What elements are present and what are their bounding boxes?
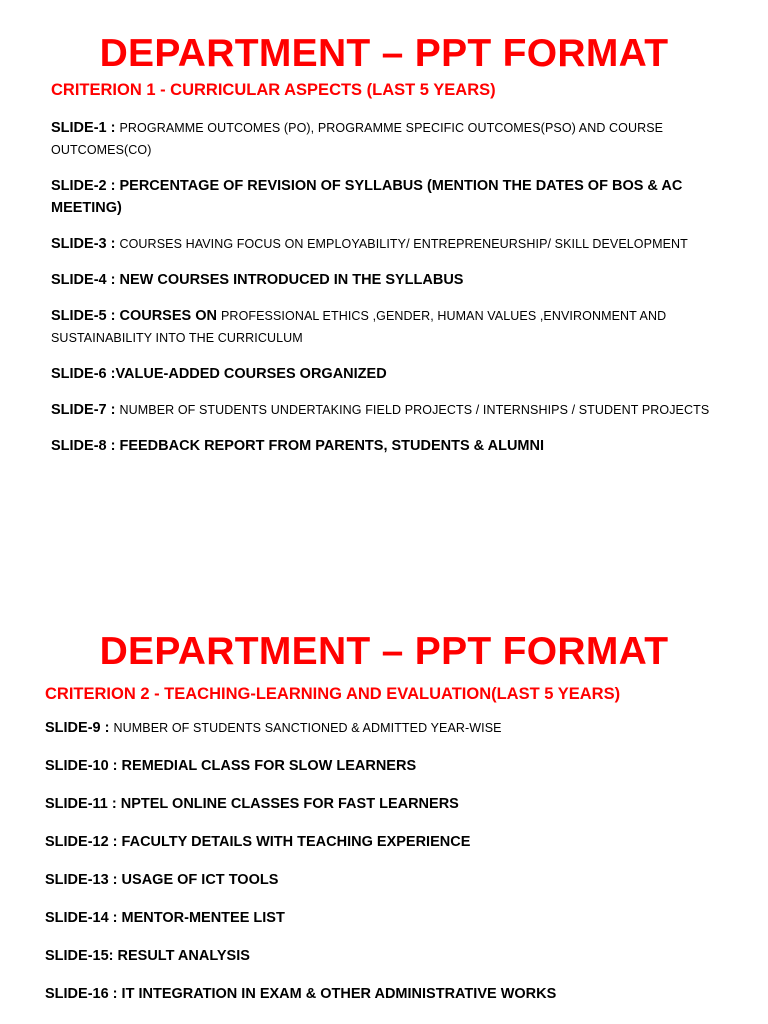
slide-description: NUMBER OF STUDENTS UNDERTAKING FIELD PROJECTS / INTERNSHIPS / STUDENT PROJECTS bbox=[119, 402, 710, 417]
slide-description: COURSES HAVING FOCUS ON EMPLOYABILITY/ ENTREPRENEURSHIP/ SKILL DEVELOPMENT bbox=[119, 236, 688, 251]
slide-item-10 bbox=[45, 755, 745, 777]
slide-list bbox=[0, 717, 768, 1005]
slide-number: SLIDE-7 : bbox=[51, 401, 120, 418]
slide-list bbox=[0, 117, 768, 457]
slide-number: SLIDE-3 : bbox=[51, 235, 120, 252]
criterion-2-section bbox=[0, 598, 768, 1005]
slide-description: MENTOR-MENTEE LIST bbox=[121, 909, 285, 926]
slide-description: RESULT ANALYSIS bbox=[117, 947, 250, 964]
slide-description: PROFESSIONAL ETHICS ,GENDER, HUMAN VALUES ,ENVIRONMENT AND SUSTAINABILITY INTO THE CURRICULUM bbox=[51, 308, 667, 345]
criterion-1-section bbox=[0, 0, 768, 457]
slide-item-2 bbox=[51, 175, 741, 219]
slide-number: SLIDE-2 : bbox=[51, 177, 120, 194]
slide-item-7 bbox=[51, 399, 741, 421]
slide-description: PROGRAMME OUTCOMES (PO), PROGRAMME SPECIFIC OUTCOMES(PSO) AND COURSE OUTCOMES(CO) bbox=[51, 120, 664, 157]
slide-description: REMEDIAL CLASS FOR SLOW LEARNERS bbox=[121, 757, 417, 774]
slide-number: SLIDE-8 : bbox=[51, 437, 120, 454]
slide-description: NPTEL ONLINE CLASSES FOR FAST LEARNERS bbox=[120, 795, 459, 812]
slide-number: SLIDE-15: bbox=[45, 947, 118, 964]
slide-description: PERCENTAGE OF REVISION OF SYLLABUS (MENTION THE DATES OF BOS & AC MEETING) bbox=[51, 177, 683, 216]
slide-item-8 bbox=[51, 435, 741, 457]
slide-number: SLIDE-13 : bbox=[45, 871, 122, 888]
slide-description: NUMBER OF STUDENTS SANCTIONED & ADMITTED YEAR-WISE bbox=[113, 720, 502, 735]
slide-item-5 bbox=[51, 305, 741, 349]
page-title: DEPARTMENT – PPT FORMAT bbox=[99, 32, 669, 75]
slide-number: SLIDE-16 : bbox=[45, 985, 122, 1002]
slide-item-11 bbox=[45, 793, 745, 815]
slide-item-13 bbox=[45, 869, 745, 891]
slide-description: NEW COURSES INTRODUCED IN THE SYLLABUS bbox=[119, 271, 464, 288]
slide-number: SLIDE-10 : bbox=[45, 757, 122, 774]
slide-number: SLIDE-5 : COURSES ON bbox=[51, 307, 221, 324]
slide-item-14 bbox=[45, 907, 745, 929]
criterion-heading: CRITERION 2 - TEACHING-LEARNING AND EVALUATION(LAST 5 YEARS) bbox=[45, 685, 621, 703]
page-title: DEPARTMENT – PPT FORMAT bbox=[99, 630, 669, 673]
slide-item-3 bbox=[51, 233, 741, 255]
slide-item-1 bbox=[51, 117, 741, 161]
slide-item-15 bbox=[45, 945, 745, 967]
slide-description: FEEDBACK REPORT FROM PARENTS, STUDENTS & ALUMNI bbox=[119, 437, 545, 454]
slide-item-4 bbox=[51, 269, 741, 291]
slide-description: FACULTY DETAILS WITH TEACHING EXPERIENCE bbox=[121, 833, 471, 850]
slide-item-12 bbox=[45, 831, 745, 853]
slide-description: VALUE-ADDED COURSES ORGANIZED bbox=[115, 365, 387, 382]
criterion-heading: CRITERION 1 - CURRICULAR ASPECTS (LAST 5 YEARS) bbox=[51, 81, 496, 99]
slide-number: SLIDE-14 : bbox=[45, 909, 122, 926]
slide-item-6 bbox=[51, 363, 741, 385]
slide-number: SLIDE-11 : bbox=[45, 795, 121, 812]
slide-item-9 bbox=[45, 717, 745, 739]
slide-number: SLIDE-1 : bbox=[51, 119, 120, 136]
slide-item-16 bbox=[45, 983, 745, 1005]
slide-number: SLIDE-9 : bbox=[45, 719, 114, 736]
slide-number: SLIDE-4 : bbox=[51, 271, 120, 288]
slide-description: IT INTEGRATION IN EXAM & OTHER ADMINISTRATIVE WORKS bbox=[121, 985, 557, 1002]
slide-description: USAGE OF ICT TOOLS bbox=[121, 871, 279, 888]
slide-number: SLIDE-6 : bbox=[51, 365, 116, 382]
slide-number: SLIDE-12 : bbox=[45, 833, 122, 850]
